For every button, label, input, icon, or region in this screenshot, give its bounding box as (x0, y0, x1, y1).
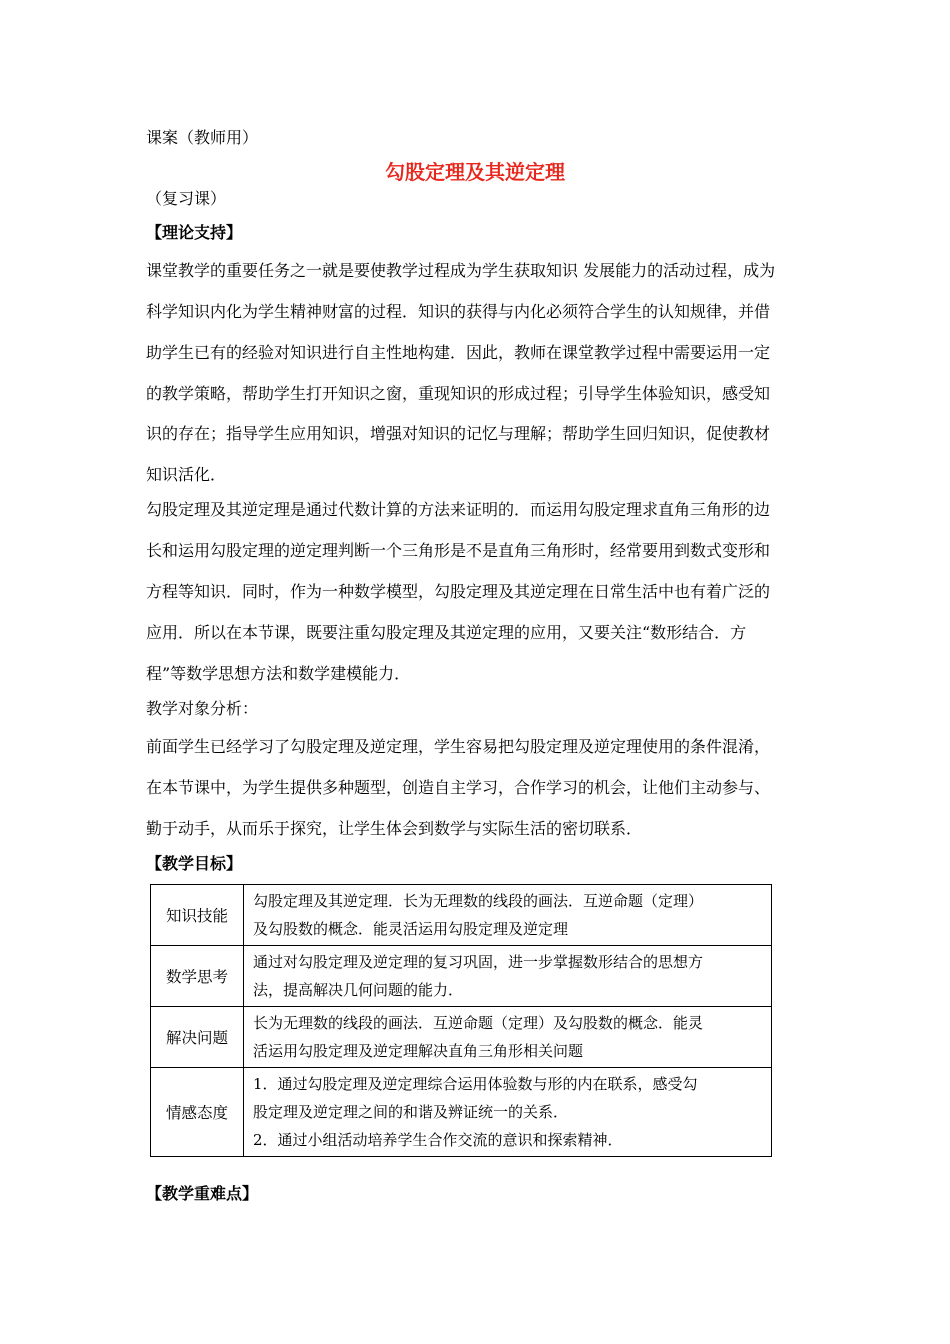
goal-label-cell: 数学思考 (151, 946, 244, 1007)
section-heading-audience: 教学对象分析： (146, 699, 259, 718)
goal-content-cell (244, 1068, 772, 1157)
goal-content-line: 及勾股数的概念．能灵活运用勾股定理及逆定理 (253, 920, 569, 938)
goal-label-cell: 解决问题 (151, 1007, 244, 1068)
goal-content-cell (244, 946, 772, 1007)
goal-content-line: 2．通过小组活动培养学生合作交流的意识和探索精神． (253, 1131, 623, 1149)
goal-label-cell: 知识技能 (151, 885, 244, 946)
paragraph-line: 勾股定理及其逆定理是通过代数计算的方法来证明的．而运用勾股定理求直角三角形的边 (146, 500, 771, 519)
goal-content-cell (244, 1007, 772, 1068)
paragraph-line: 助学生已有的经验对知识进行自主性地构建．因此，教师在课堂教学过程中需要运用一定 (146, 343, 771, 362)
paragraph-line: 程”等数学思想方法和数学建模能力． (146, 664, 411, 683)
teaching-goals-table (150, 884, 772, 1157)
section-heading-theory: 【理论支持】 (146, 223, 243, 242)
paragraph-line: 科学知识内化为学生精神财富的过程．知识的获得与内化必须符合学生的认知规律，并借 (146, 302, 771, 321)
goal-content-line: 法，提高解决几何问题的能力． (253, 981, 464, 999)
paragraph-line: 长和运用勾股定理的逆定理判断一个三角形是不是直角三角形时，经常要用到数式变形和 (146, 541, 771, 560)
section-heading-goals: 【教学目标】 (146, 854, 243, 873)
page-title: 勾股定理及其逆定理 (385, 160, 565, 184)
paragraph-line: 课堂教学的重要任务之一就是要使教学过程成为学生获取知识 发展能力的活动过程，成为 (146, 261, 776, 280)
paragraph-line: 识的存在；指导学生应用知识，增强对知识的记忆与理解；帮助学生回归知识，促使教材 (146, 424, 771, 443)
goal-content-cell (244, 885, 772, 946)
goal-content-line: 长为无理数的线段的画法．互逆命题（定理）及勾股数的概念．能灵 (253, 1014, 704, 1032)
paragraph-line: 方程等知识．同时，作为一种数学模型，勾股定理及其逆定理在日常生活中也有着广泛的 (146, 582, 771, 601)
table-row (151, 946, 772, 1007)
goal-content-line: 通过对勾股定理及逆定理的复习巩固，进一步掌握数形结合的思想方 (253, 953, 704, 971)
goal-content-line: 股定理及逆定理之间的和谐及辨证统一的关系． (253, 1103, 569, 1121)
goal-content-line: 活运用勾股定理及逆定理解决直角三角形相关问题 (253, 1042, 584, 1060)
goal-label-cell: 情感态度 (151, 1068, 244, 1157)
goal-content-line: 勾股定理及其逆定理．长为无理数的线段的画法．互逆命题（定理） (253, 892, 704, 910)
table-row (151, 885, 772, 946)
document-type-label: 课案（教师用） (146, 128, 259, 147)
table-row (151, 1068, 772, 1157)
paragraph-line: 前面学生已经学习了勾股定理及逆定理，学生容易把勾股定理及逆定理使用的条件混淆， (146, 737, 771, 756)
lesson-type-subtitle: （复习课） (146, 189, 227, 208)
paragraph-line: 在本节课中，为学生提供多种题型，创造自主学习，合作学习的机会，让他们主动参与、 (146, 778, 771, 797)
paragraph-line: 的教学策略，帮助学生打开知识之窗，重现知识的形成过程；引导学生体验知识，感受知 (146, 384, 771, 403)
goal-content-line: 1．通过勾股定理及逆定理综合运用体验数与形的内在联系，感受勾 (253, 1075, 698, 1093)
section-heading-key-points: 【教学重难点】 (146, 1184, 259, 1203)
paragraph-line: 勤于动手，从而乐于探究，让学生体会到数学与实际生活的密切联系． (146, 819, 643, 838)
paragraph-line: 应用．所以在本节课，既要注重勾股定理及其逆定理的应用，又要关注“数形结合．方 (146, 623, 747, 642)
table-row (151, 1007, 772, 1068)
paragraph-line: 知识活化． (146, 465, 227, 484)
